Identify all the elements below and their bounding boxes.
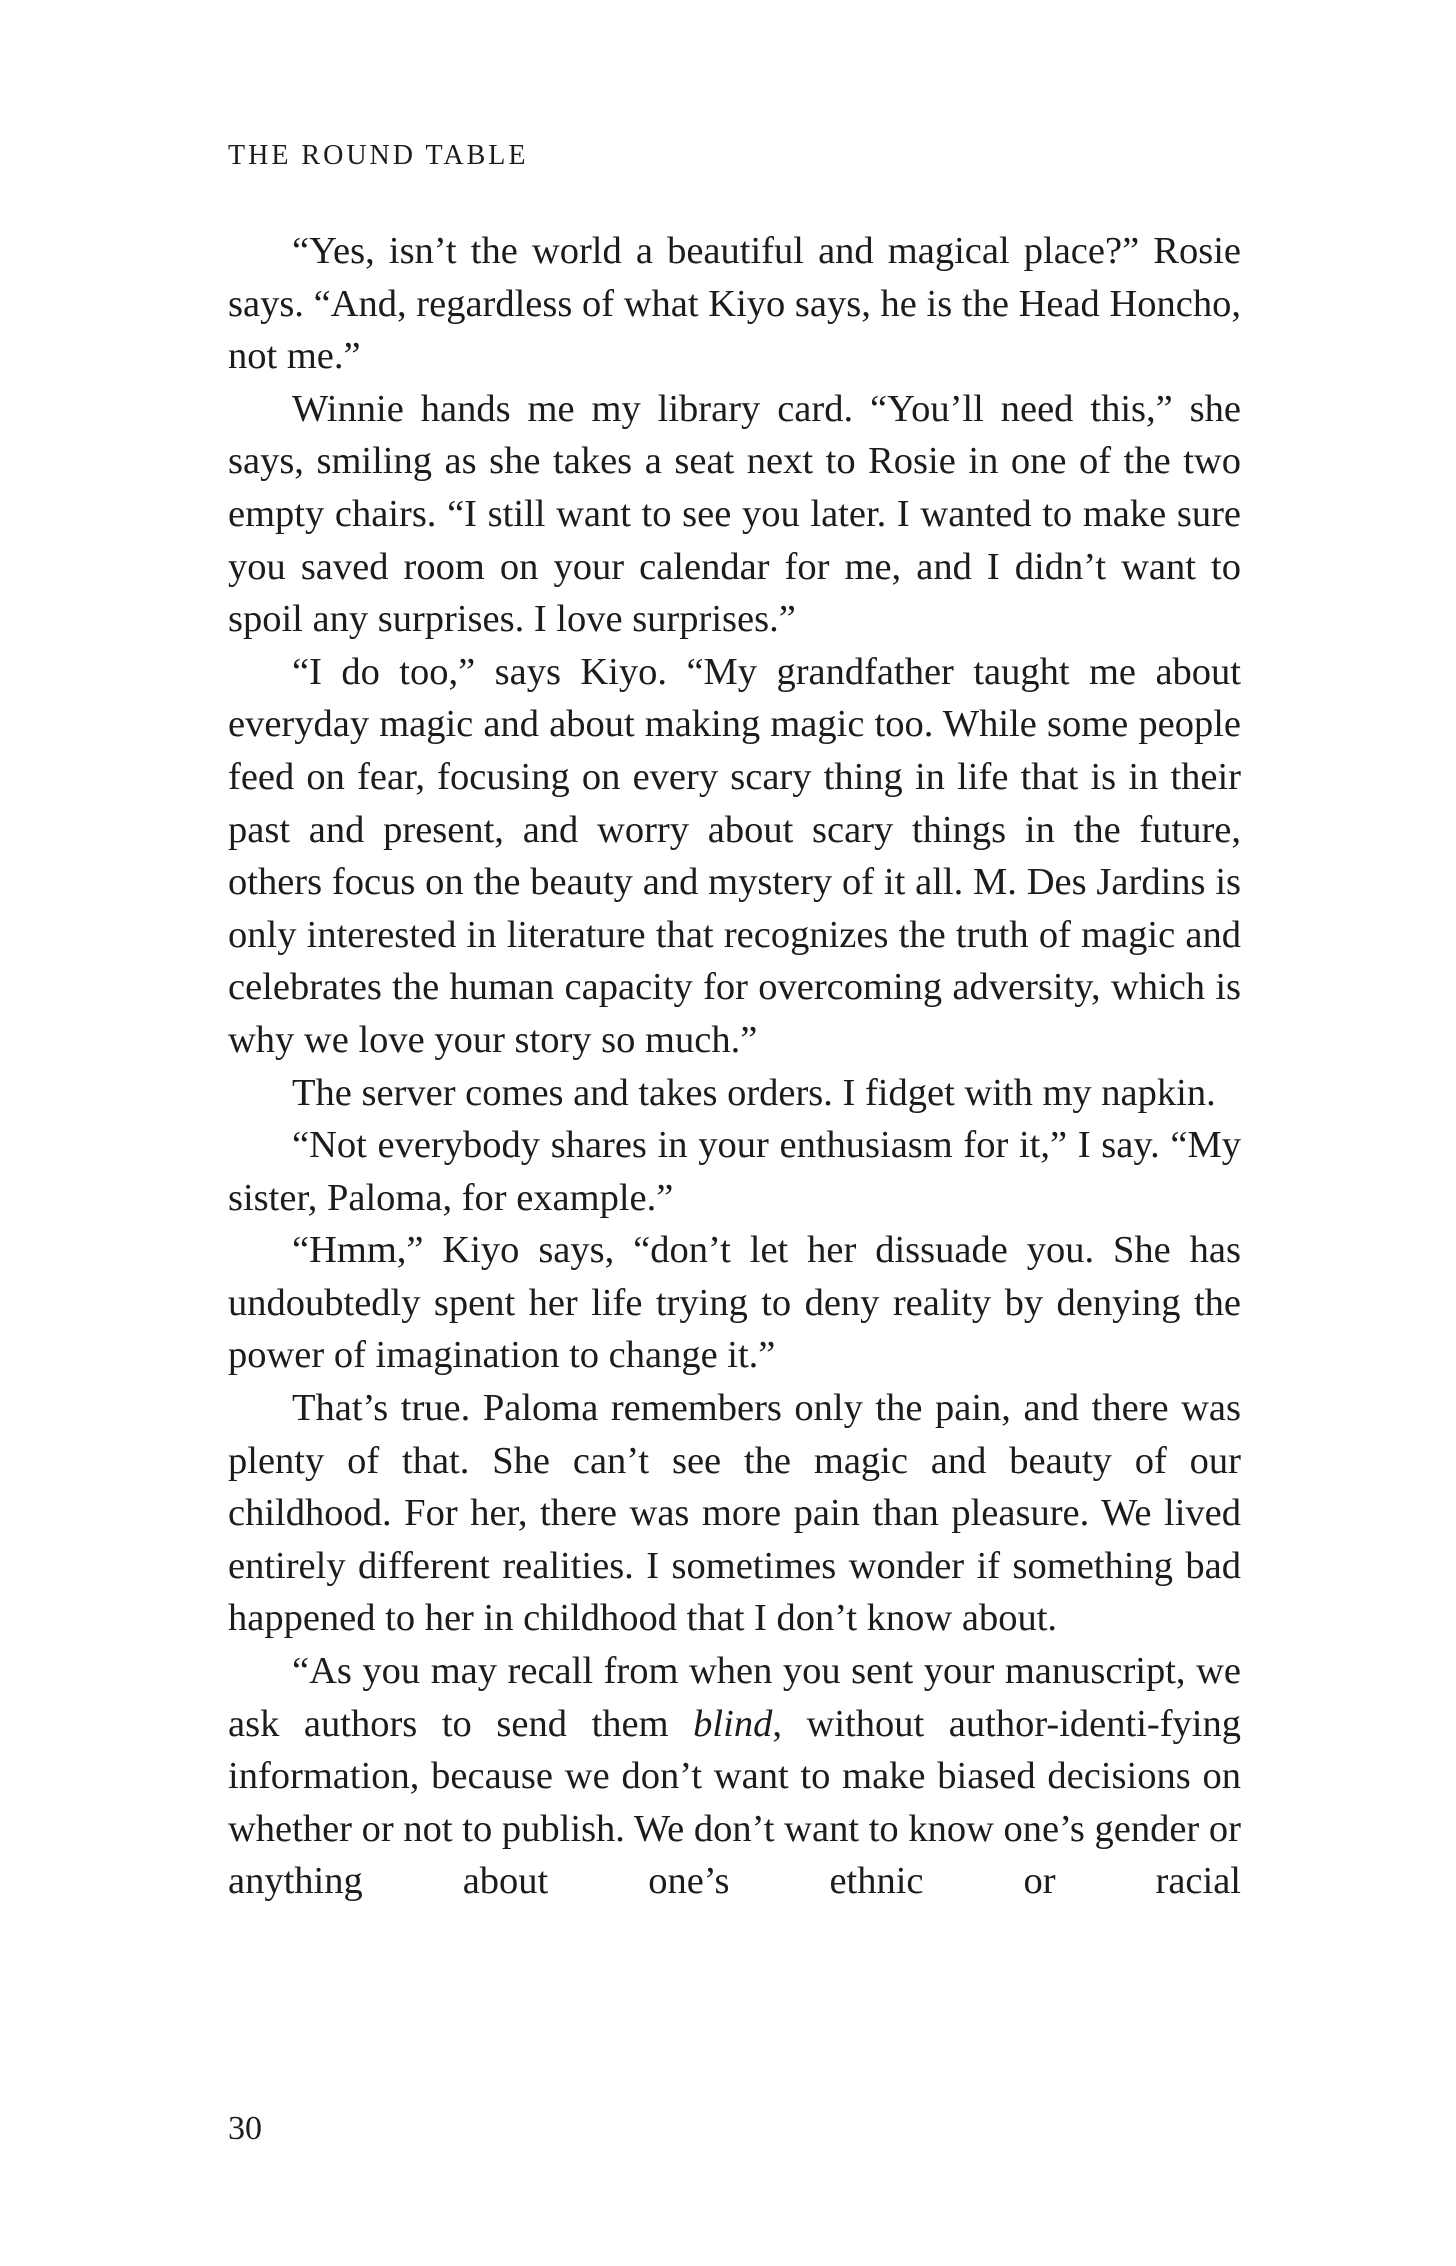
paragraph-text: “I do too,” says Kiyo. “My grandfather taught me about everyday magic and about making magic too. While some people feed on fear, focusing on every scary thing in life that is in their past and present, and worry about scary things in the future, others focus on the beauty and mystery of it all. M. Des Jardins is only interested in literature that recognizes the truth of magic and celebrates the human capacity for overcoming adversity, which is why we love your story so much.” [228,650,1241,1061]
paragraph [228,225,1241,383]
body-text [228,225,1241,1908]
paragraph-text: “Hmm,” Kiyo says, “don’t let her dissuade you. She has undoubtedly spent her life trying to deny reality by denying the power of imagination to change it.” [228,1229,1241,1377]
paragraph-text: “Yes, isn’t the world a beautiful and magical place?” Rosie says. “And, regardless of what Kiyo says, he is the Head Honcho, not me.” [228,230,1241,378]
paragraph [228,1645,1241,1908]
paragraph [228,646,1241,1067]
paragraph-text: That’s true. Paloma remembers only the pain, and there was plenty of that. She can’t see the magic and beauty of our childhood. For her, there was more pain than pleasure. We lived entirely different realities. I sometimes wonder if something bad happened to her in childhood that I don’t know about. [228,1387,1241,1640]
paragraph-text: , without author-identi-fying information, because we don’t want to make biased decisions on whether or not to publish. We don’t want to know one’s gender or anything about one’s ethnic or racial [228,1702,1241,1903]
paragraph [228,1224,1241,1382]
paragraph-text: “Not everybody shares in your enthusiasm for it,” I say. “My sister, Paloma, for example.” [228,1124,1241,1219]
paragraph-text: The server comes and takes orders. I fidget with my napkin. [292,1071,1216,1114]
paragraph [228,1119,1241,1224]
paragraph-text: Winnie hands me my library card. “You’ll need this,” she says, smiling as she takes a seat next to Rosie in one of the two empty chairs. “I still want to see you later. I wanted to make sure you saved room on your calendar for me, and I didn’t want to spoil any surprises. I love surprises.” [228,387,1241,641]
paragraph-text: “As you may recall from when you sent your manuscript, we ask authors to send them [228,1650,1241,1745]
paragraph [228,383,1241,646]
running-head: THE ROUND TABLE [228,140,529,171]
italic-text: blind [693,1702,773,1745]
paragraph [228,1382,1241,1645]
page-number: 30 [228,2110,262,2147]
paragraph [228,1067,1241,1120]
